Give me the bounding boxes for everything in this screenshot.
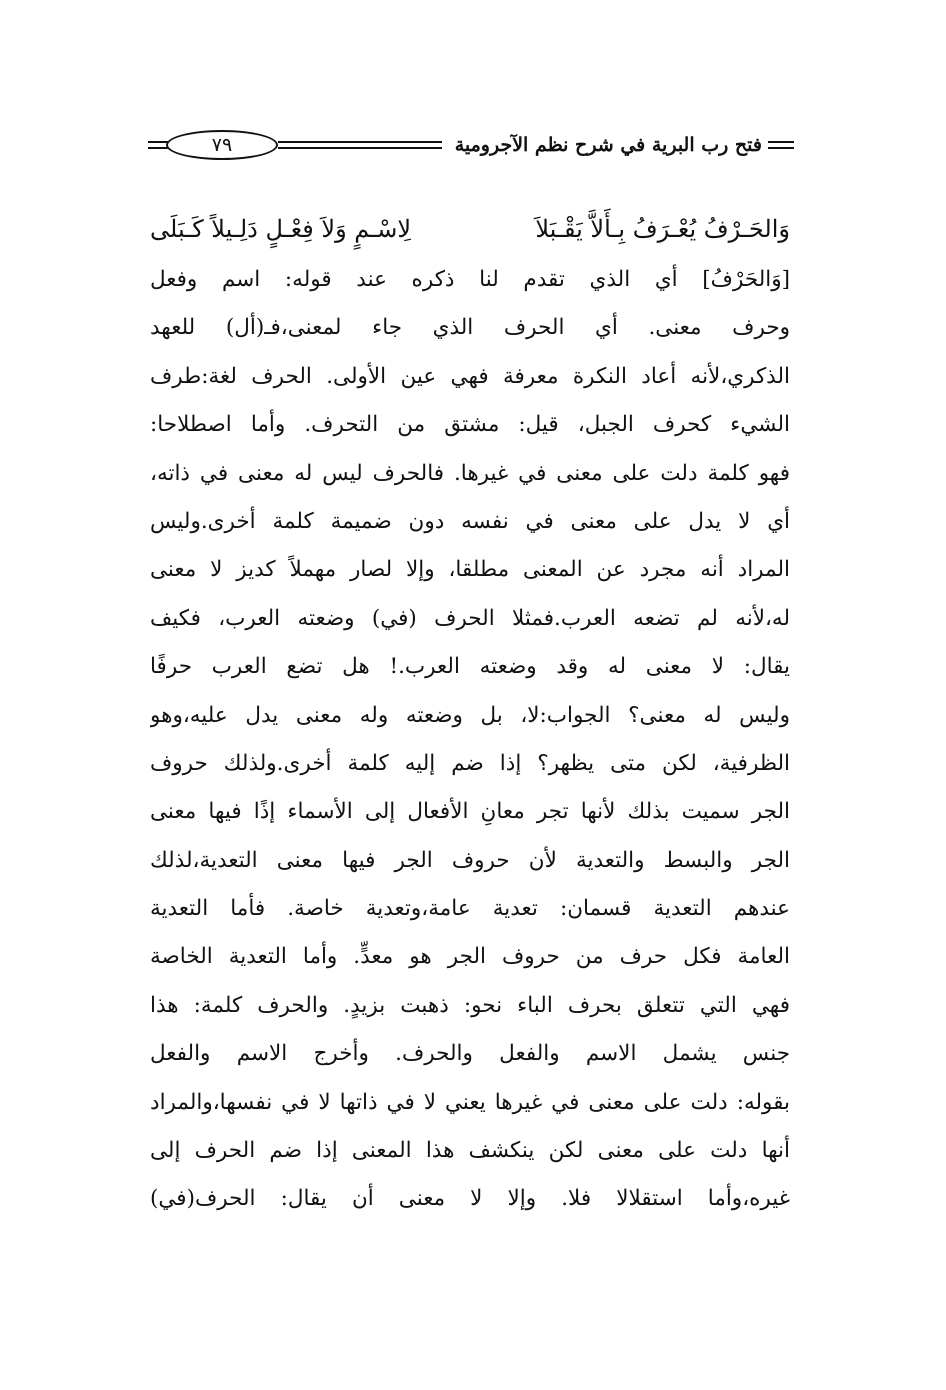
text-line: أي لا يدل على معنى في نفسه دون ضميمة كلمة أخرى.وليس xyxy=(150,508,790,534)
text-line: العامة فكل حرف من حروف الجر هو معدٍّ. وأما التعدية الخاصة xyxy=(150,944,790,970)
text-line: له،لأنه لم تضعه العرب.فمثلا الحرف (في) وضعته العرب، فكيف xyxy=(150,605,790,631)
verse-first-hemistich: وَالحَـرْفُ يُعْـرَفُ بِـأَلاَّ يَقْـبَلاَ xyxy=(535,215,790,243)
text-line: الجر والبسط والتعدية لأن حروف الجر فيها معنى التعدية،لذلك xyxy=(150,847,790,873)
text-line: أنها دلت على معنى لكن ينكشف هذا المعنى إذا ضم الحرف إلى xyxy=(150,1138,790,1164)
text-line: وحرف معنى. أي الحرف الذي جاء لمعنى،فـ(أل) للعهد xyxy=(150,315,790,341)
text-line: فهي التي تتعلق بحرف الباء نحو: ذهبت بزيدٍ. والحرف كلمة: هذا xyxy=(150,992,790,1018)
text-line: الذكري،لأنه أعاد النكرة معرفة فهي عين الأولى. الحرف لغة:طرف xyxy=(150,363,790,389)
text-line: الجر سميت بذلك لأنها تجر معانِ الأفعال إلى الأسماء إذًا فيها معنى xyxy=(150,799,790,825)
text-line: المراد أنه مجرد عن المعنى مطلقا، وإلا لصار مهملاً كديز لا معنى xyxy=(150,557,790,583)
book-title: فتح رب البرية في شرح نظم الآجرومية xyxy=(454,134,762,156)
verse-second-hemistich: لِاسْـمٍ وَلاَ فِعْـلٍ دَلِـيلاً كَـبَلَى xyxy=(150,215,412,243)
header-rule xyxy=(278,141,442,149)
text-line: بقوله: دلت على معنى في غيرها يعني لا في ذاتها لا في نفسها،والمراد xyxy=(150,1089,790,1115)
running-header xyxy=(148,128,794,168)
text-line: الظرفية، لكن متى يظهر؟ إذا ضم إليه كلمة أخرى.ولذلك حروف xyxy=(150,750,790,776)
text-line: يقال: لا معنى له وقد وضعته العرب.! هل تضع العرب حرفًا xyxy=(150,654,790,680)
text-line: [وَالحَرْفُ] أي الذي تقدم لنا ذكره عند قوله: اسم وفعل xyxy=(150,267,790,292)
text-line: غيره،وأما استقلالا فلا. وإلا لا معنى أن يقال: الحرف(في) xyxy=(150,1186,790,1212)
commentary-text xyxy=(150,256,790,1224)
poem-verse xyxy=(150,205,790,253)
page-number: ٧٩ xyxy=(166,130,278,160)
text-line: جنس يشمل الاسم والفعل والحرف. وأخرج الاسم والفعل xyxy=(150,1041,790,1067)
header-ornament-left xyxy=(148,141,168,149)
text-line: الشيء كحرف الجبل، قيل: مشتق من التحرف. وأما اصطلاحا: xyxy=(150,412,790,438)
header-ornament-right xyxy=(768,141,794,149)
text-line: وليس له معنى؟ الجواب:لا، بل وضعته وله معنى يدل عليه،وهو xyxy=(150,702,790,728)
text-line: عندهم التعدية قسمان: تعدية عامة،وتعدية خاصة. فأما التعدية xyxy=(150,896,790,922)
text-line: فهو كلمة دلت على معنى في غيرها. فالحرف ليس له معنى في ذاته، xyxy=(150,460,790,486)
